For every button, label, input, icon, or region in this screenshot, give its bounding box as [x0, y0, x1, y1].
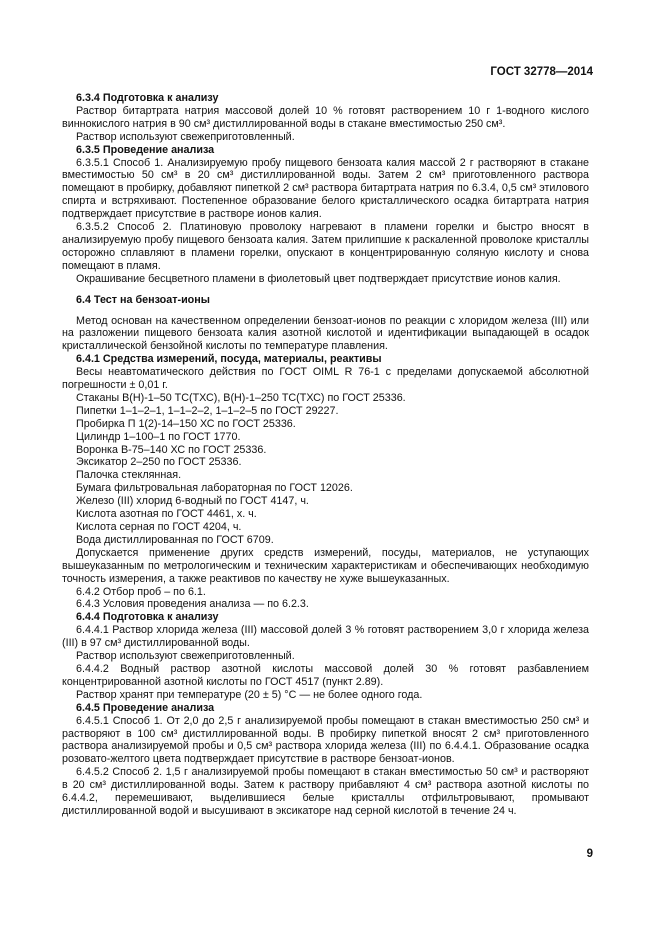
section-heading: 6.4 Тест на бензоат-ионы [76, 293, 210, 306]
paragraph: 6.4.5.1 Способ 1. От 2,0 до 2,5 г анализируемой пробы помещают в стакан вместимостью 250 см³ и растворяют в 100 см³ дистиллированной воды. В пробирку пипеткой вносят 2 см³ приготовленного раствора анализируемой пробы и 0,5 см³ раствора хлорида железа (III) по 6.4.4.1. Образование осадка розовато-желтого цвета подтверждает присутствие в растворе бензоат-ионов. [62, 714, 589, 766]
paragraph: Метод основан на качественном определении бензоат-ионов по реакции с хлоридом железа (III) или на разложении пищевого бензоата калия азотной кислотой и идентификации выпадающей в осадок кристаллической бензойной кислоты по температуре плавления. [62, 314, 589, 353]
paragraph: Стаканы В(Н)-1–50 ТС(ТХС), В(Н)-1–250 ТС(ТХС) по ГОСТ 25336. [76, 391, 406, 404]
paragraph: Воронка В-75–140 ХС по ГОСТ 25336. [76, 443, 267, 456]
paragraph: 6.4.3 Условия проведения анализа — по 6.2.3. [76, 598, 309, 611]
paragraph: Эксикатор 2–250 по ГОСТ 25336. [76, 456, 242, 469]
paragraph: Раствор используют свежеприготовленный. [76, 650, 295, 663]
paragraph: Раствор используют свежеприготовленный. [76, 130, 295, 143]
section-heading: 6.3.4 Подготовка к анализу [76, 92, 219, 104]
page-number: 9 [586, 848, 593, 860]
paragraph: Окрашивание бесцветного пламени в фиолетовый цвет подтверждает присутствие ионов калия. [76, 272, 561, 285]
section-heading: 6.4.5 Проведение анализа [76, 701, 215, 714]
document-header: ГОСТ 32778—2014 [490, 66, 593, 78]
paragraph: Раствор хранят при температуре (20 ± 5) °С — не более одного года. [76, 688, 423, 701]
section-heading: 6.4.1 Средства измерений, посуда, материалы, реактивы [76, 353, 382, 366]
paragraph: Вода дистиллированная по ГОСТ 6709. [76, 533, 274, 546]
paragraph: 6.4.4.1 Раствор хлорида железа (III) массовой долей 3 % готовят растворением 3,0 г хлорида железа (III) в 97 см³ дистиллированной воды. [62, 624, 589, 650]
paragraph: Пипетки 1–1–2–1, 1–1–2–2, 1–1–2–5 по ГОСТ 29227. [76, 404, 339, 417]
paragraph: Цилиндр 1–100–1 по ГОСТ 1770. [76, 430, 241, 443]
paragraph: Бумага фильтровальная лабораторная по ГОСТ 12026. [76, 482, 353, 495]
paragraph: 6.3.5.1 Способ 1. Анализируемую пробу пищевого бензоата калия массой 2 г растворяют в стакане вместимостью 50 см³ в 20 см³ дистиллированной воды. Затем 2 см³ приготовленного раствора помещают в пробирку, добавляют пипеткой 2 см³ раствора битартрата натрия по 6.3.4, 0,5 см³ этилового спирта и встряхивают. Постепенное образование белого кристаллического осадка битартрата натрия подтверждает присутствие в растворе ионов калия. [62, 156, 589, 221]
paragraph: 6.4.4.2 Водный раствор азотной кислоты массовой долей 30 % готовят разбавлением концентрированной азотной кислоты по ГОСТ 4517 (пункт 2.89). [62, 662, 589, 688]
section-heading: 6.3.5 Проведение анализа [76, 143, 215, 156]
document-body [62, 92, 589, 818]
paragraph: Весы неавтоматического действия по ГОСТ OIML R 76-1 с пределами допускаемой абсолютной погрешности ± 0,01 г. [62, 366, 589, 392]
section-heading: 6.4.4 Подготовка к анализу [76, 611, 219, 624]
paragraph: Раствор битартрата натрия массовой долей 10 % готовят растворением 10 г 1-водного кислого виннокислого натрия в 90 см³ дистиллированной воды в стакане вместимостью 250 см³. [62, 104, 589, 130]
paragraph: Пробирка П 1(2)-14–150 ХС по ГОСТ 25336. [76, 417, 296, 430]
paragraph: Кислота серная по ГОСТ 4204, ч. [76, 521, 242, 533]
paragraph: 6.4.2 Отбор проб – по 6.1. [76, 585, 206, 598]
paragraph: Палочка стеклянная. [76, 469, 182, 482]
paragraph: Железо (III) хлорид 6-водный по ГОСТ 4147, ч. [76, 495, 309, 508]
paragraph: 6.4.5.2 Способ 2. 1,5 г анализируемой пробы помещают в стакан вместимостью 50 см³ и растворяют в 20 см³ дистиллированной воды. Затем к раствору прибавляют 4 см³ раствора азотной кислоты по 6.4.4.2, перемешивают, выделившиеся белые кристаллы отфильтровывают, промывают дистиллированной водой и высушивают в эксикаторе над серной кислотой в течение 24 ч. [62, 766, 589, 817]
paragraph: Кислота азотная по ГОСТ 4461, х. ч. [76, 508, 257, 521]
paragraph: Допускается применение других средств измерений, посуды, материалов, не уступающих вышеуказанным по метрологическим и техническим характеристикам и обеспечивающих необходимую точность измерения, а также реактивов по качеству не хуже вышеуказанных. [62, 546, 589, 585]
paragraph: 6.3.5.2 Способ 2. Платиновую проволоку нагревают в пламени горелки и быстро вносят в анализируемую пробу пищевого бензоата калия. Затем прилипшие к раскаленной проволоке кристаллы осторожно сплавляют в пламени горелки, опускают в концентрированную соляную кислоту и снова помещают в пламя. [62, 221, 589, 272]
